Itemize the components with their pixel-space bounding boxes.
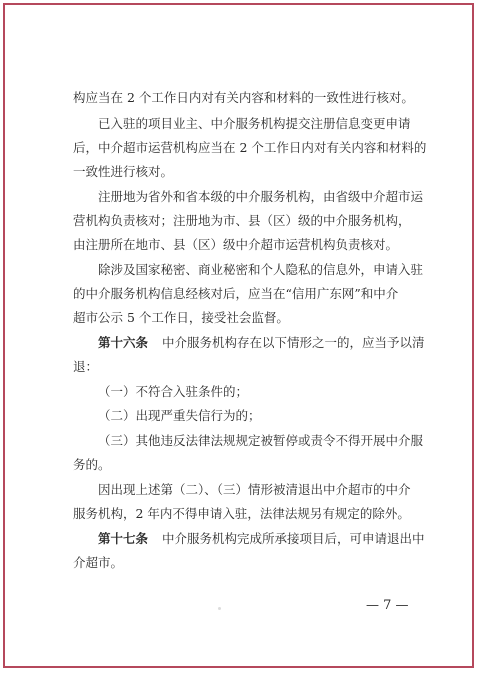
text-line: 的中介服务机构信息经核对后，应当在“信用广东网”和中介 xyxy=(73,286,399,301)
text-line: 超市公示 5 个工作日，接受社会监督。 xyxy=(73,310,289,325)
article-heading: 第十六条 xyxy=(98,335,149,350)
text-line: 中介服务机构存在以下情形之一的，应当予以清 xyxy=(162,335,425,350)
text-line: 注册地为省外和省本级的中介服务机构，由省级中介超市运 xyxy=(98,189,424,204)
text-line: 除涉及国家秘密、商业秘密和个人隐私的信息外，申请入驻 xyxy=(98,262,424,277)
article-heading: 第十七条 xyxy=(98,531,149,546)
text-line: 退： xyxy=(73,359,99,374)
list-item: （一）不符合入驻条件的； xyxy=(98,384,249,399)
list-item: （二）出现严重失信行为的； xyxy=(98,408,261,423)
text-line: 服务机构，2 年内不得申请入驻，法律法规另有规定的除外。 xyxy=(73,506,410,521)
speck xyxy=(218,607,221,610)
text-line: 介超市。 xyxy=(73,555,124,570)
text-line: 中介服务机构完成所承接项目后，可申请退出中 xyxy=(162,531,425,546)
text-line: 构应当在 2 个工作日内对有关内容和材料的一致性进行核对。 xyxy=(73,90,414,105)
text-line: 因出现上述第（二）、（三）情形被清退出中介超市的中介 xyxy=(98,482,411,497)
text-line: 务的。 xyxy=(73,457,111,472)
text-line: 营机构负责核对；注册地为市、县（区）级的中介服务机构， xyxy=(73,213,411,228)
list-item: （三）其他违反法律法规规定被暂停或责令不得开展中介服 xyxy=(98,433,424,448)
text-line: 已入驻的项目业主、中介服务机构提交注册信息变更申请 xyxy=(98,116,411,131)
page-number: — 7 — xyxy=(366,598,409,613)
text-line: 一致性进行核对。 xyxy=(73,164,174,179)
text-line: 后，中介超市运营机构应当在 2 个工作日内对有关内容和材料的 xyxy=(73,140,427,155)
text-line: 由注册所在地市、县（区）级中介超市运营机构负责核对。 xyxy=(73,237,399,252)
